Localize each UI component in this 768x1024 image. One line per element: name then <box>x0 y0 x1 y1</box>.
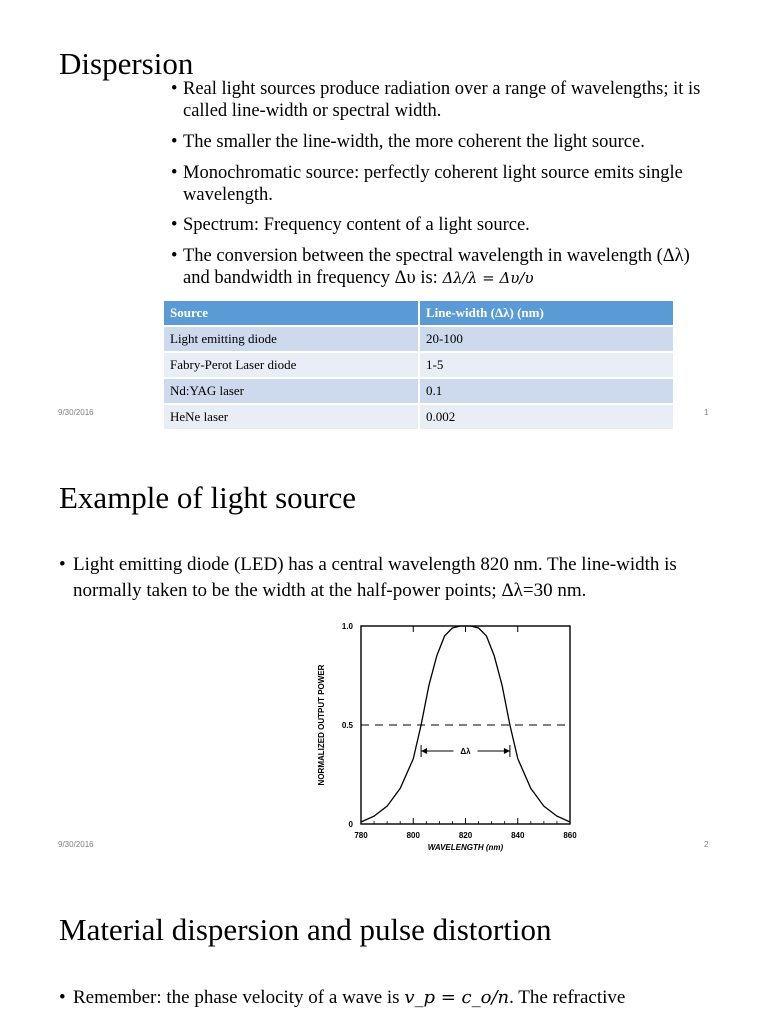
spectrum-curve <box>361 626 570 822</box>
table-row <box>164 378 674 404</box>
bullet-text: . The refractive <box>509 987 626 1008</box>
table-header: Source <box>164 301 419 326</box>
led-spectrum-chart <box>308 620 590 864</box>
table-cell: HeNe laser <box>164 404 419 429</box>
table-cell: Fabry-Perot Laser diode <box>164 352 419 378</box>
slide-title: Example of light source <box>59 480 356 515</box>
bullet-item <box>171 162 713 206</box>
bullet-item <box>59 552 713 604</box>
x-axis-label: WAVELENGTH (nm) <box>427 843 504 852</box>
x-tick-label: 860 <box>563 831 577 840</box>
table-header: Line-width (Δλ) (nm) <box>419 301 674 326</box>
bullet-text: Spectrum: Frequency content of a light source. <box>183 215 530 235</box>
slide-1 <box>0 0 768 432</box>
bullet-text: Remember: the phase velocity of a wave is <box>73 987 405 1008</box>
table-cell: 0.002 <box>419 404 674 429</box>
bullet-dot-icon: • <box>171 246 178 266</box>
x-tick-label: 800 <box>406 831 420 840</box>
line-width-table <box>164 301 675 429</box>
slide-2 <box>0 432 768 864</box>
slide-date: 9/30/2016 <box>58 408 94 417</box>
y-tick-label: 0.5 <box>341 721 353 730</box>
bullet-item <box>171 131 713 153</box>
phase-velocity-formula: v_p = c_o/n <box>404 987 510 1008</box>
table-cell: 0.1 <box>419 378 674 404</box>
table-cell: Nd:YAG laser <box>164 378 419 404</box>
table-row <box>164 404 674 429</box>
y-tick-label: 0 <box>348 820 353 829</box>
y-tick-label: 1.0 <box>341 622 353 631</box>
bullet-text: Monochromatic source: perfectly coherent light source emits single wavelength. <box>183 163 683 205</box>
table-row <box>164 326 674 352</box>
x-tick-label: 820 <box>458 831 473 840</box>
bullet-text: The smaller the line-width, the more coherent the light source. <box>183 132 645 152</box>
table-header-row <box>164 301 674 326</box>
table-cell: Light emitting diode <box>164 326 419 352</box>
bullet-dot-icon: • <box>171 79 178 99</box>
slide-title: Material dispersion and pulse distortion <box>59 912 552 947</box>
table-row <box>164 352 674 378</box>
linewidth-annotation: Δλ <box>460 747 471 756</box>
x-tick-label: 840 <box>511 831 525 840</box>
bullet-dot-icon: • <box>171 215 178 235</box>
x-tick-label: 780 <box>354 831 368 840</box>
bullet-text: Real light sources produce radiation over a range of wavelengths; it is called line-width or spectral width. <box>183 79 701 121</box>
slide-number: 2 <box>704 840 709 849</box>
bullet-dot-icon: • <box>171 163 178 183</box>
slide-title: Dispersion <box>59 46 194 81</box>
slide-date: 9/30/2016 <box>58 840 94 849</box>
table-cell: 20-100 <box>419 326 674 352</box>
arrow-head-icon <box>504 748 510 754</box>
bullet-text: The conversion between the spectral wavelength in wavelength (Δλ) and bandwidth in frequency Δυ is: <box>183 246 690 288</box>
bullet-item <box>171 245 718 289</box>
bullet-text: Light emitting diode (LED) has a central wavelength 820 nm. The line-width is normally taken to be the width at the half-power points; Δλ=30 nm. <box>73 554 677 601</box>
table-cell: 1-5 <box>419 352 674 378</box>
bullet-dot-icon: • <box>59 554 66 575</box>
bullet-dot-icon: • <box>171 132 178 152</box>
bullet-dot-icon: • <box>59 987 66 1008</box>
slide-number: 1 <box>704 408 709 417</box>
conversion-formula: Δλ/λ = Δυ/υ <box>442 269 534 287</box>
bullet-item <box>171 78 713 122</box>
y-axis-label: NORMALIZED OUTPUT POWER <box>317 664 326 786</box>
arrow-head-icon <box>421 748 427 754</box>
bullet-item <box>59 985 723 1011</box>
bullet-item <box>171 214 713 236</box>
slide-3 <box>0 864 768 1024</box>
